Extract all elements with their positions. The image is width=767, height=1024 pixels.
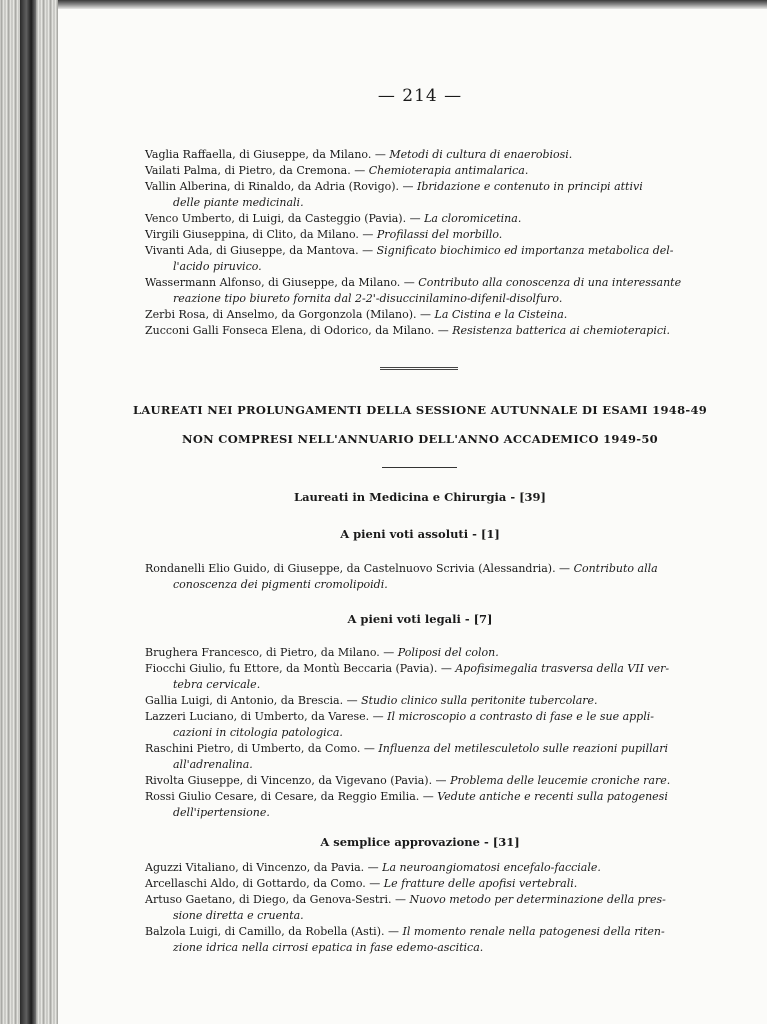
entry-title: Contributo alla — [573, 562, 658, 575]
section-heading-legali: A pieni voti legali - [7] — [347, 612, 493, 626]
entry-author: Zucconi Galli Fonseca Elena, di Odorico, da Milano. — — [145, 324, 449, 337]
entry-author: Virgili Giuseppina, di Clito, da Milano. — — [145, 228, 374, 241]
entry-title-continued: tebra cervicale. — [173, 678, 261, 691]
graduate-list-legali — [145, 645, 705, 821]
entry-title-continued: all'adrenalina. — [173, 758, 253, 771]
entry-title: Chemioterapia antimalarica. — [368, 164, 529, 177]
list-item — [145, 709, 705, 741]
faculty-heading: Laureati in Medicina e Chirurgia - [39] — [294, 490, 546, 504]
entry-title: La neuroangiomatosi encefalo-facciale. — [382, 861, 601, 874]
entry-author: Arcellaschi Aldo, di Gottardo, da Como. — — [145, 877, 381, 890]
entry-author: Brughera Francesco, di Pietro, da Milano. — — [145, 646, 395, 659]
entry-title: Ibridazione e contenuto in principi attivi — [417, 180, 643, 193]
page-number: — 214 — — [377, 86, 463, 106]
graduate-list-semplice — [145, 860, 705, 956]
list-item — [145, 741, 705, 773]
entry-title: Nuovo metodo per determinazione della pres- — [409, 893, 666, 906]
book-binding-edge — [0, 0, 58, 1024]
entry-author: Raschini Pietro, di Umberto, da Como. — — [145, 742, 375, 755]
entry-title: Poliposi del colon. — [397, 646, 499, 659]
entry-author: Rossi Giulio Cesare, di Cesare, da Reggio Emilia. — — [145, 790, 434, 803]
entry-title: Metodi di cultura di enaerobiosi. — [389, 148, 573, 161]
entry-title-continued: dell'ipertensione. — [173, 806, 270, 819]
entry-title-continued: cazioni in citologia patologica. — [173, 726, 343, 739]
graduate-list-continued — [145, 147, 705, 339]
entry-author: Rondanelli Elio Guido, di Giuseppe, da Castelnuovo Scrivia (Alessandria). — — [145, 562, 571, 575]
entry-title: La cloromicetina. — [424, 212, 522, 225]
section-heading-assoluti: A pieni voti assoluti - [1] — [340, 527, 500, 541]
list-item — [145, 227, 705, 243]
list-item — [145, 860, 705, 876]
list-item — [145, 179, 705, 211]
entry-title: Problema delle leucemie croniche rare. — [450, 774, 671, 787]
entry-title-continued: sione diretta e cruenta. — [173, 909, 304, 922]
entry-title-continued: conoscenza dei pigmenti cromolipoidi. — [173, 578, 388, 591]
list-item — [145, 307, 705, 323]
entry-title: La Cistina e la Cisteina. — [434, 308, 568, 321]
list-item — [145, 323, 705, 339]
list-item — [145, 147, 705, 163]
entry-author: Wassermann Alfonso, di Giuseppe, da Milano. — — [145, 276, 415, 289]
list-item — [145, 163, 705, 179]
list-item — [145, 876, 705, 892]
entry-author: Balzola Luigi, di Camillo, da Robella (Asti). — — [145, 925, 399, 938]
entry-title: Contributo alla conoscenza di una interessante — [418, 276, 682, 289]
section-divider — [380, 367, 458, 370]
entry-title: Il momento renale nella patogenesi della riten- — [402, 925, 665, 938]
heading-line-2: NON COMPRESI NELL'ANNUARIO DELL'ANNO ACCADEMICO 1949-50 — [182, 432, 658, 446]
entry-author: Vallin Alberina, di Rinaldo, da Adria (Rovigo). — — [145, 180, 414, 193]
entry-title: Profilassi del morbillo. — [376, 228, 503, 241]
entry-title: Resistenza batterica ai chemioterapici. — [452, 324, 671, 337]
entry-title-continued: reazione tipo biureto fornita dal 2-2'-disuccinilamino-difenil-disolfuro. — [173, 292, 563, 305]
entry-author: Vailati Palma, di Pietro, da Cremona. — — [145, 164, 366, 177]
entry-title: Influenza del metilesculetolo sulle reazioni pupillari — [378, 742, 668, 755]
list-item — [145, 645, 705, 661]
heading-divider — [382, 467, 457, 468]
list-item — [145, 275, 705, 307]
entry-title-continued: l'acido piruvico. — [173, 260, 262, 273]
list-item — [145, 924, 705, 956]
entry-author: Gallia Luigi, di Antonio, da Brescia. — — [145, 694, 358, 707]
list-item — [145, 693, 705, 709]
binding-shadow — [20, 0, 36, 1024]
list-item — [145, 661, 705, 693]
list-item — [145, 561, 705, 593]
list-item — [145, 211, 705, 227]
list-item — [145, 773, 705, 789]
entry-title: Vedute antiche e recenti sulla patogenesi — [437, 790, 668, 803]
entry-author: Aguzzi Vitaliano, di Vincenzo, da Pavia. — — [145, 861, 379, 874]
heading-line-1: LAUREATI NEI PROLUNGAMENTI DELLA SESSIONE AUTUNNALE DI ESAMI 1948-49 — [132, 403, 708, 417]
entry-title: Significato biochimico ed importanza metabolica del- — [376, 244, 674, 257]
entry-author: Rivolta Giuseppe, di Vincenzo, da Vigevano (Pavia). — — [145, 774, 447, 787]
entry-author: Artuso Gaetano, di Diego, da Genova-Sestri. — — [145, 893, 407, 906]
entry-title: Il microscopio a contrasto di fase e le sue appli- — [387, 710, 654, 723]
top-page-edge — [58, 0, 767, 9]
entry-author: Zerbi Rosa, di Anselmo, da Gorgonzola (Milano). — — [145, 308, 432, 321]
entry-author: Venco Umberto, di Luigi, da Casteggio (Pavia). — — [145, 212, 421, 225]
list-item — [145, 243, 705, 275]
entry-title-continued: delle piante medicinali. — [173, 196, 304, 209]
list-item — [145, 789, 705, 821]
entry-author: Vivanti Ada, di Giuseppe, da Mantova. — — [145, 244, 374, 257]
entry-title-continued: zione idrica nella cirrosi epatica in fase edemo-ascitica. — [173, 941, 484, 954]
entry-title: Le fratture delle apofisi vertebrali. — [383, 877, 578, 890]
entry-title: Studio clinico sulla peritonite tubercolare. — [361, 694, 598, 707]
entry-author: Lazzeri Luciano, di Umberto, da Varese. — — [145, 710, 384, 723]
list-item — [145, 892, 705, 924]
section-heading-semplice: A semplice approvazione - [31] — [320, 835, 520, 849]
entry-author: Fiocchi Giulio, fu Ettore, da Montù Beccaria (Pavia). — — [145, 662, 452, 675]
entry-author: Vaglia Raffaella, di Giuseppe, da Milano. — — [145, 148, 386, 161]
entry-title: Apofisimegalia trasversa della VII ver- — [455, 662, 670, 675]
